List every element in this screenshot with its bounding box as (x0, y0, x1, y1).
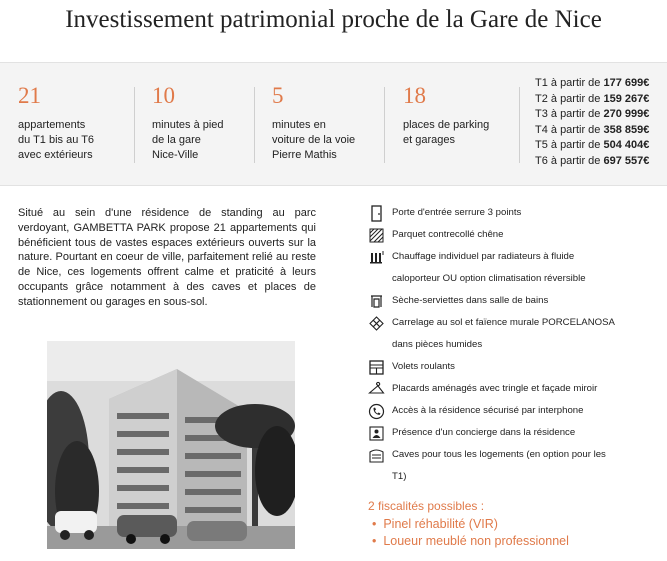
stat-number: 5 (272, 83, 284, 108)
feature-item: Carrelage au sol et faïence murale PORCELANOSA dans pièces humides (368, 312, 658, 356)
stat-label: places de parking et garages (403, 119, 490, 146)
parquet-icon (368, 227, 385, 244)
stat-label: minutes à pied de la gare Nice-Ville (152, 119, 224, 161)
price-row-t2: T2 à partir de 159 267€ (535, 92, 650, 105)
stat-number: 18 (403, 83, 426, 108)
feature-item: Caves pour tous les logements (en option pour les T1) (368, 444, 658, 488)
feature-item: Sèche-serviettes dans salle de bains (368, 290, 658, 312)
stat-label: appartements du T1 bis au T6 avec extérieurs (18, 119, 95, 161)
page-title: Investissement patrimonial proche de la Gare de Nice (65, 6, 602, 33)
price-list (535, 76, 649, 170)
feature-item: Chauffage individuel par radiateurs à fluide caloporteur OU option climatisation réversible (368, 246, 658, 290)
divider (134, 87, 135, 163)
price-row-t5: T5 à partir de 504 404€ (535, 139, 650, 152)
feature-item: Porte d'entrée serrure 3 points (368, 202, 658, 224)
stat-number: 10 (152, 83, 175, 108)
price-row-t4: T4 à partir de 358 859€ (535, 123, 650, 136)
feature-item: Accès à la résidence sécurisé par interphone (368, 400, 658, 422)
towel-rack-icon (368, 293, 385, 310)
price-row-t3: T3 à partir de 270 999€ (535, 108, 650, 121)
key-figures-band (0, 62, 667, 186)
intercom-icon (368, 403, 385, 420)
fiscal-option: • Pinel réhabilité (VIR) (372, 517, 498, 531)
feature-item: Parquet contrecollé chêne (368, 224, 658, 246)
feature-item: Placards aménagés avec tringle et façade miroir (368, 378, 658, 400)
features-list (368, 202, 658, 488)
radiator-icon (368, 249, 385, 266)
divider (254, 87, 255, 163)
fiscal-options-list (372, 516, 569, 550)
price-row-t6: T6 à partir de 697 557€ (535, 154, 650, 167)
fiscal-option: • Loueur meublé non professionnel (372, 534, 569, 548)
residence-description: Situé au sein d'une résidence de standing au parc verdoyant, GAMBETTA PARK propose 21 appartements qui bénéficient tous de vastes espaces extérieurs ouverts sur la nature. Pourtant en coeur de ville, parfaitement relié au reste de Nice, ces logements offrent calme et praticité à leurs occupants grâce notamment à des caves et places de stationnement ou garages en sous-sol. (18, 207, 316, 308)
hanger-icon (368, 381, 385, 398)
shutters-icon (368, 359, 385, 376)
price-row-t1: T1 à partir de 177 699€ (535, 77, 650, 89)
feature-item: Présence d'un concierge dans la résidence (368, 422, 658, 444)
divider (384, 87, 385, 163)
stat-number: 21 (18, 83, 41, 108)
stat-label: minutes en voiture de la voie Pierre Mathis (272, 119, 356, 161)
cellar-icon (368, 447, 385, 464)
fiscal-options-title: 2 fiscalités possibles : (368, 499, 485, 513)
building-photo (47, 341, 295, 549)
concierge-icon (368, 425, 385, 442)
divider (519, 87, 520, 163)
tiles-icon (368, 315, 385, 332)
door-icon (368, 205, 385, 222)
feature-item: Volets roulants (368, 356, 658, 378)
